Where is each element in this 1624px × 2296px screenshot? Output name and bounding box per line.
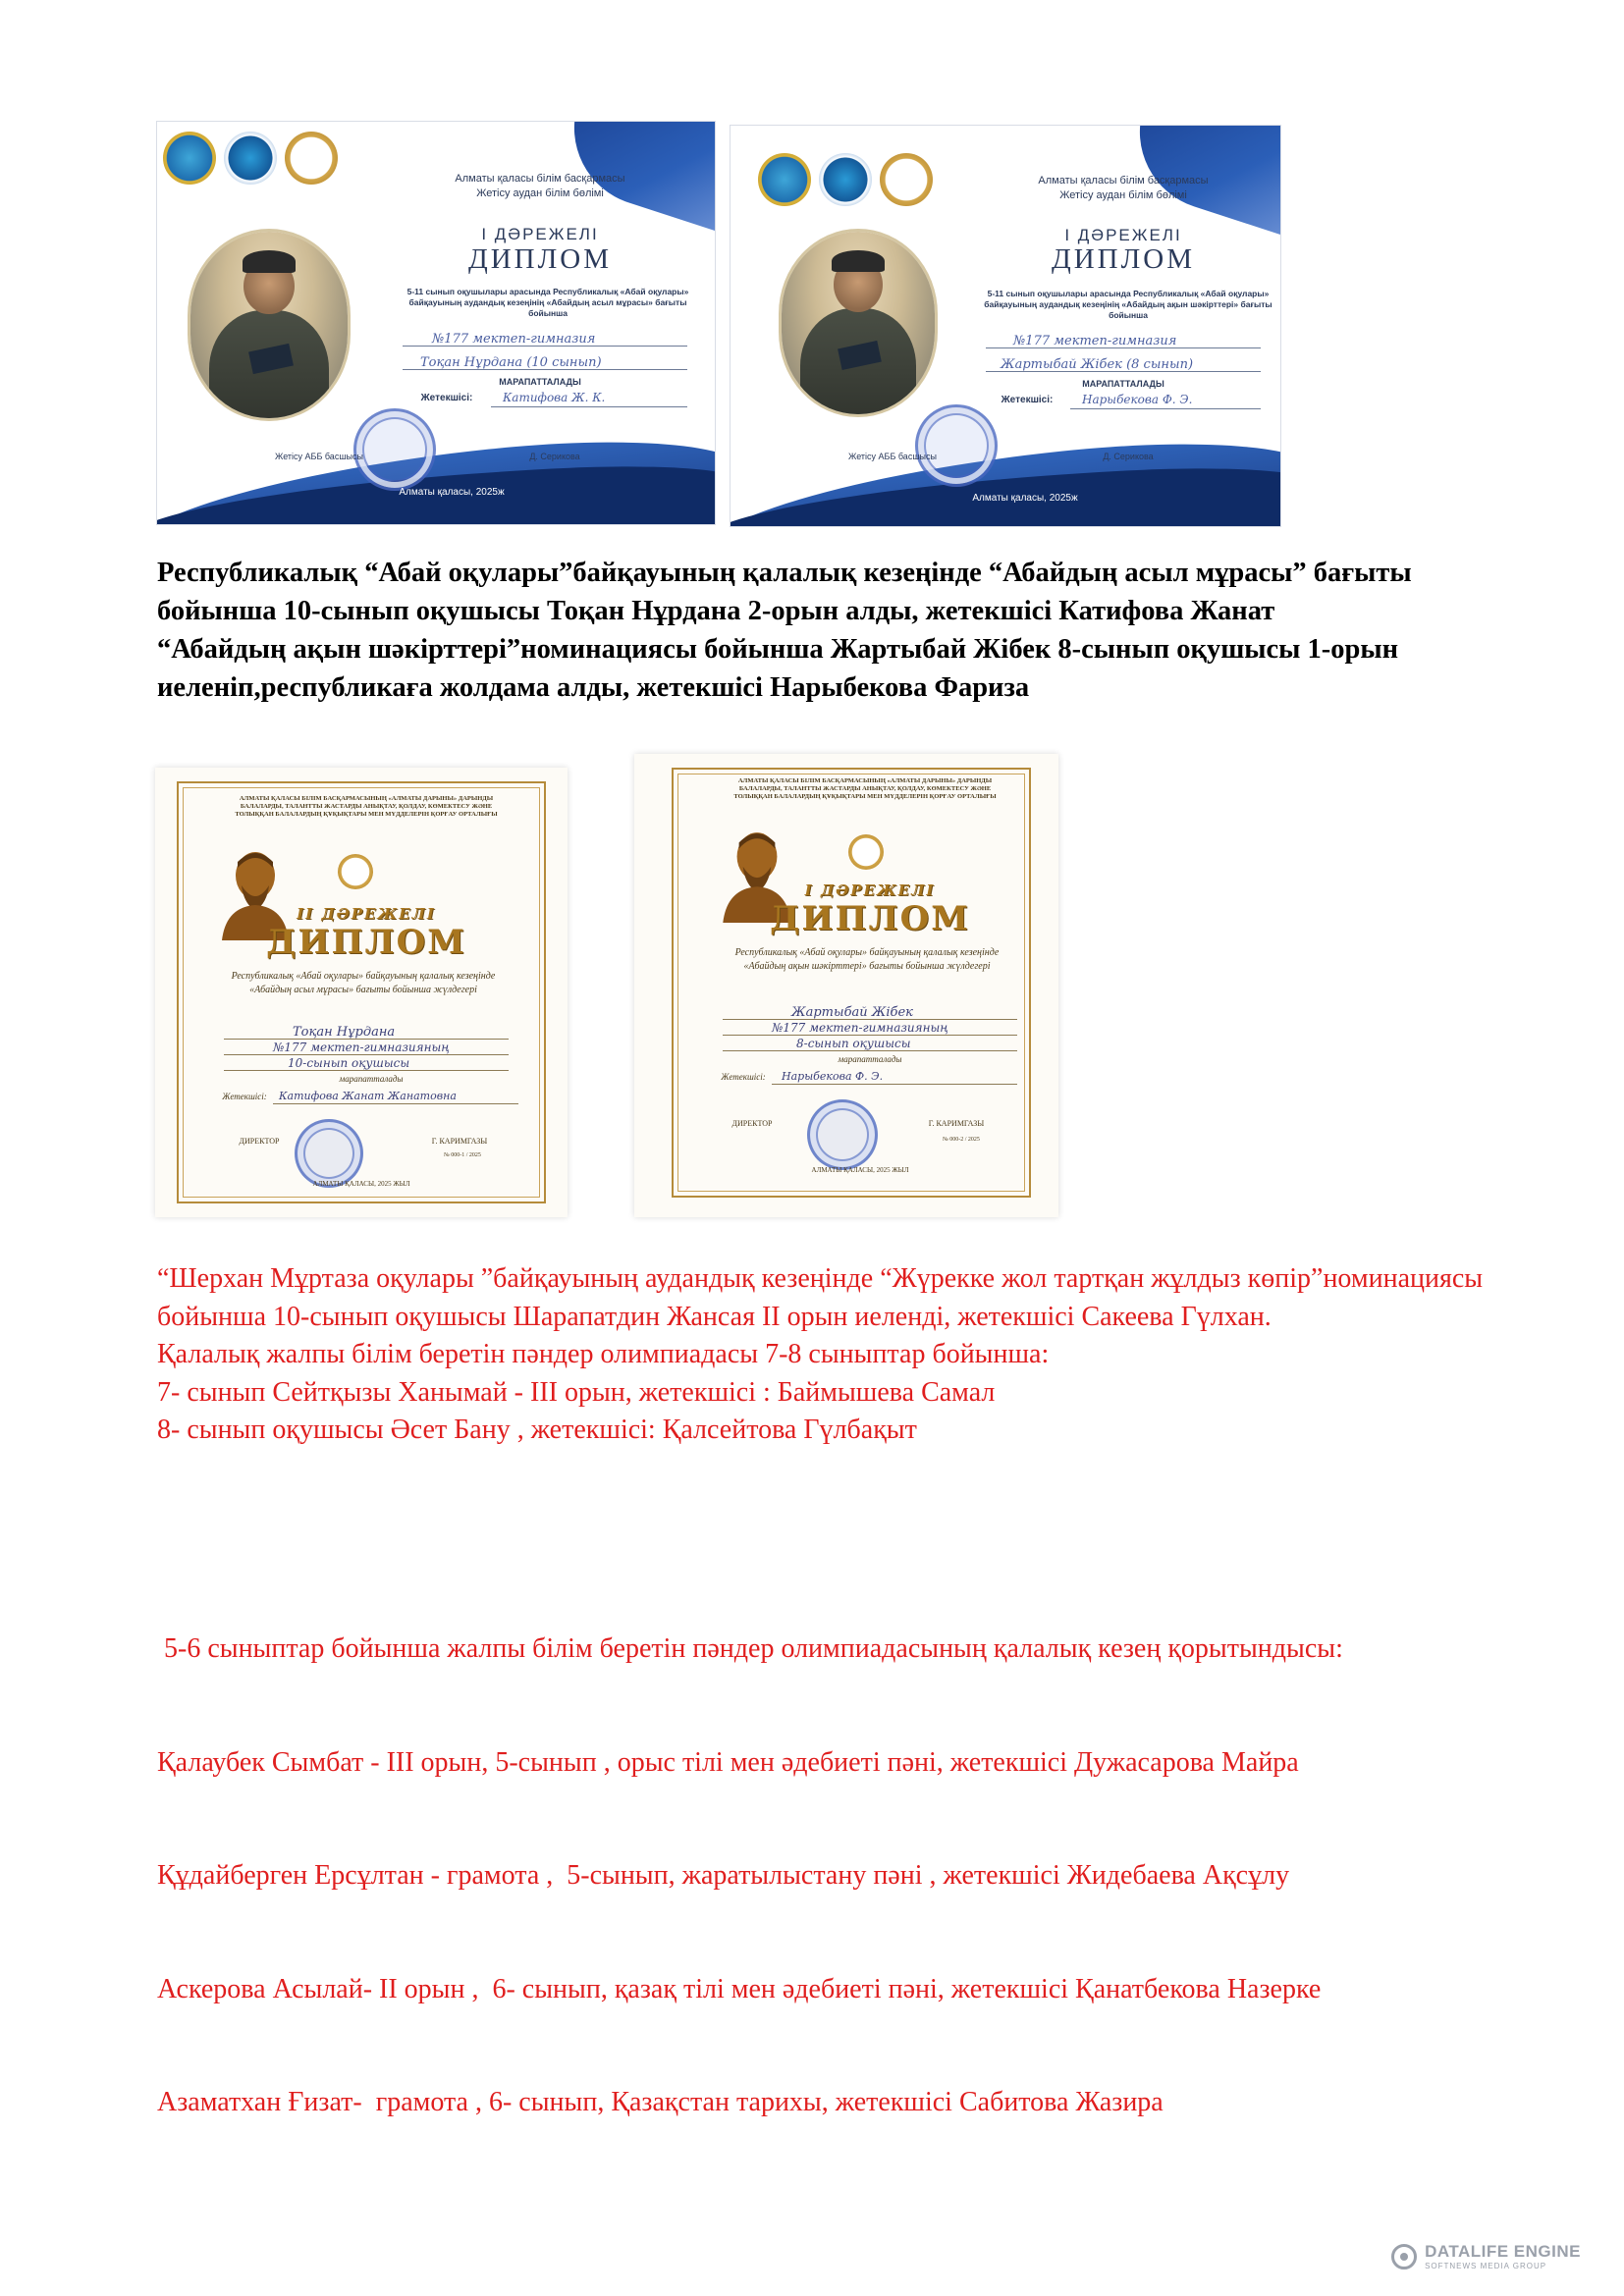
sign-left: Жетісу АББ басшысы <box>848 452 937 461</box>
results-paragraph-abai <box>157 554 1532 707</box>
director-name: Г. КАРИМГАЗЫ <box>928 1119 985 1128</box>
gold-title: ДИПЛОМ <box>770 899 970 938</box>
supervisor-label: Жетекшісі: <box>420 393 473 403</box>
diploma-dept: Алматы қаласы білім басқармасы <box>455 173 625 185</box>
diploma-subdept: Жетісу аудан білім бөлімі <box>1059 189 1187 201</box>
diploma-degree: І ДӘРЕЖЕЛІ <box>1064 226 1182 244</box>
diploma-description: 5-11 сынып оқушылары арасында Республикалық «Абай оқулары» байқауының аудандық кезеңінің «Абайдың ақын шәкірттері» бағыты бойынша <box>984 289 1272 320</box>
watermark-main: DATALIFE ENGINE <box>1425 2242 1581 2261</box>
gold-header: АЛМАТЫ ҚАЛАСЫ БІЛІМ БАСҚАРМАСЫНЫҢ «АЛМАТЫ ДАРЫНЫ» ДАРЫНДЫ БАЛАЛАРДЫ, ТАЛАНТТЫ ЖАСТАРДЫ АНЫҚТАУ, ҚОЛДАУ, КӨМЕКТЕСУ ЖӘНЕ ТОЛЫҚҚАН БАЛАЛАРДЫҢ ҚҰҚЫҚТАРЫ МЕН МҮДДЕЛЕРІН ҚОРҒАУ ОРТАЛЫҒЫ <box>733 777 997 800</box>
education-logo-icon <box>880 153 933 206</box>
sign-right: Д. Серикова <box>529 452 580 461</box>
diploma-footer: Алматы қаласы, 2025ж <box>972 493 1078 504</box>
diploma-image-blue-1 <box>157 122 715 524</box>
director-label: ДИРЕКТОР <box>731 1119 773 1128</box>
director-name: Г. КАРИМГАЗЫ <box>431 1137 488 1146</box>
diploma-dept: Алматы қаласы білім басқармасы <box>1038 175 1209 187</box>
director-label: ДИРЕКТОР <box>239 1137 280 1146</box>
gold-degree: ІІ ДӘРЕЖЕЛІ <box>297 905 436 923</box>
education-logo-icon <box>848 834 884 870</box>
result-line: 8- сынып оқушысы Әсет Бану , жетекшісі: Қалсейтова Гүлбақыт <box>157 1415 917 1445</box>
watermark-logo <box>1391 2242 1581 2270</box>
results-paragraph-red-1 <box>157 1260 1571 1450</box>
supervisor-handwriting: Катифова Ж. К. <box>503 391 606 404</box>
results-paragraph-red-2 <box>157 1555 1571 2160</box>
result-line: Азаматхан Ғизат- грамота , 6- сынып, Қазақстан тарихы, жетекшісі Сабитова Жазира <box>157 2087 1164 2117</box>
city-logo-icon <box>819 153 872 206</box>
result-line: 5-6 сыныптар бойынша жалпы білім беретін пәндер олимпиадасының қалалық кезең қорытындысы: <box>157 1633 1343 1664</box>
emblem-icon <box>758 153 811 206</box>
datalife-icon <box>1391 2244 1417 2269</box>
round-stamp <box>915 404 998 487</box>
education-logo-icon <box>338 854 373 889</box>
watermark-sub: SOFTNEWS MEDIA GROUP <box>1425 2262 1547 2270</box>
student-handwriting: Жартыбай Жібек <box>791 1005 913 1020</box>
diploma-image-gold-1 <box>155 768 568 1217</box>
result-line: 7- сынып Сейтқызы Ханымай - ІІІ орын, жетекшісі : Баймышева Самал <box>157 1376 996 1408</box>
diploma-title: ДИПЛОМ <box>467 243 613 275</box>
round-stamp <box>295 1119 363 1188</box>
student-handwriting: Жартыбай Жібек (8 сынып) <box>1001 357 1194 372</box>
gold-degree: І ДӘРЕЖЕЛІ <box>804 881 936 899</box>
gold-footer: АЛМАТЫ ҚАЛАСЫ, 2025 ЖЫЛ <box>811 1166 909 1174</box>
school-handwriting: №177 мектеп-гимназияның <box>273 1041 450 1054</box>
supervisor-handwriting: Катифова Жанат Жанатовна <box>279 1090 457 1102</box>
gold-award: марапатталады <box>339 1074 404 1084</box>
student-handwriting: Тоқан Нұрдана (10 сынып) <box>420 355 602 370</box>
grade-handwriting: 10-сынып оқушысы <box>288 1056 410 1070</box>
result-line: Қалаубек Сымбат - ІІІ орын, 5-сынып , орыс тілі мен әдебиеті пәні, жетекшісі Дужасарова Майра <box>157 1746 1299 1778</box>
result-line: “Абайдың ақын шәкірттері”номинациясы бойынша Жартыбай Жібек 8-сынып оқушысы 1-орын иеленіп,республикаға жолдама алды, жетекшісі Нарыбекова Фариза <box>157 634 1399 703</box>
sign-right: Д. Серикова <box>1103 452 1154 461</box>
gold-description: Республикалық «Абай оқулары» байқауының қалалық кезеңінде «Абайдың асыл мұрасы» бағыты бойынша жүлдегері <box>231 971 496 995</box>
diploma-degree: І ДӘРЕЖЕЛІ <box>481 225 599 243</box>
supervisor-handwriting: Нарыбекова Ф. Э. <box>1082 393 1193 406</box>
result-line: Республикалық “Абай оқулары”байқауының қалалық кезеңінде “Абайдың асыл мұрасы” бағыты бойынша 10-сынып оқушысы Тоқан Нұрдана 2-орын алды, жетекшісі Катифова Жанат <box>157 558 1412 626</box>
result-line: “Шерхан Мұртаза оқулары ”байқауының аудандық кезеңінде “Жүрекке жол тартқан жұлдыз көпір”номинациясы бойынша 10-сынып оқушысы Шарапатдин Жансая ІІ орын иеленді, жетекшісі Сакеева Гүлхан. <box>157 1263 1484 1332</box>
emblem-icon <box>163 132 216 185</box>
school-handwriting: №177 мектеп-гимназия <box>432 332 596 347</box>
education-logo-icon <box>285 132 338 185</box>
supervisor-label: Жетекшісі: <box>222 1092 267 1101</box>
gold-header: АЛМАТЫ ҚАЛАСЫ БІЛІМ БАСҚАРМАСЫНЫҢ «АЛМАТЫ ДАРЫНЫ» ДАРЫНДЫ БАЛАЛАРДЫ, ТАЛАНТТЫ ЖАСТАРДЫ АНЫҚТАУ, ҚОЛДАУ, КӨМЕКТЕСУ ЖӘНЕ ТОЛЫҚҚАН БАЛАЛАРДЫҢ ҚҰҚЫҚТАРЫ МЕН МҮДДЕЛЕРІН ҚОРҒАУ ОРТАЛЫҒЫ <box>235 795 498 818</box>
round-stamp <box>353 408 436 491</box>
gold-reg: № 000-1 / 2025 <box>444 1152 481 1158</box>
supervisor-label: Жетекшісі: <box>1001 395 1054 405</box>
school-handwriting: №177 мектеп-гимназияның <box>772 1021 948 1035</box>
abai-portrait <box>190 232 348 418</box>
round-stamp <box>807 1099 878 1170</box>
gold-award: марапатталады <box>838 1054 902 1064</box>
award-label: МАРАПАТТАЛАДЫ <box>1082 379 1164 389</box>
gold-footer: АЛМАТЫ ҚАЛАСЫ, 2025 ЖЫЛ <box>312 1180 410 1188</box>
diploma-footer: Алматы қаласы, 2025ж <box>399 487 505 498</box>
city-logo-icon <box>224 132 277 185</box>
abai-portrait <box>782 232 935 414</box>
gold-description: Республикалық «Абай оқулары» байқауының қалалық кезеңінде «Абайдың ақын шәкірттері» бағыты бойынша жүлдегері <box>734 947 1000 972</box>
gold-title: ДИПЛОМ <box>266 923 466 962</box>
diploma-image-gold-2 <box>634 754 1058 1217</box>
result-line: Аскерова Асылай- ІІ орын , 6- сынып, қазақ тілі мен әдебиеті пәні, жетекшісі Қанатбекова Назерке <box>157 1973 1322 2004</box>
diploma-title: ДИПЛОМ <box>1051 243 1196 275</box>
supervisor-label: Жетекшісі: <box>721 1072 766 1082</box>
result-line: Құдайберген Ерсұлтан - грамота , 5-сынып, жаратылыстану пәні , жетекшісі Жидебаева Ақсұлу <box>157 1860 1290 1891</box>
grade-handwriting: 8-сынып оқушысы <box>796 1037 911 1050</box>
student-handwriting: Тоқан Нұрдана <box>293 1025 396 1040</box>
sign-left: Жетісу АББ басшысы <box>275 452 363 461</box>
supervisor-handwriting: Нарыбекова Ф. Э. <box>782 1070 884 1083</box>
award-label: МАРАПАТТАЛАДЫ <box>499 377 581 387</box>
diploma-description: 5-11 сынып оқушылары арасында Республикалық «Абай оқулары» байқауының аудандық кезеңінің «Абайдың асыл мұрасы» бағыты бойынша <box>406 287 689 318</box>
gold-reg: № 000-2 / 2025 <box>943 1137 980 1143</box>
result-line: Қалалық жалпы білім беретін пәндер олимпиадасы 7-8 сыныптар бойынша: <box>157 1339 1050 1369</box>
diploma-subdept: Жетісу аудан білім бөлімі <box>476 187 604 199</box>
diploma-image-blue-2 <box>731 126 1280 526</box>
school-handwriting: №177 мектеп-гимназия <box>1013 334 1177 348</box>
